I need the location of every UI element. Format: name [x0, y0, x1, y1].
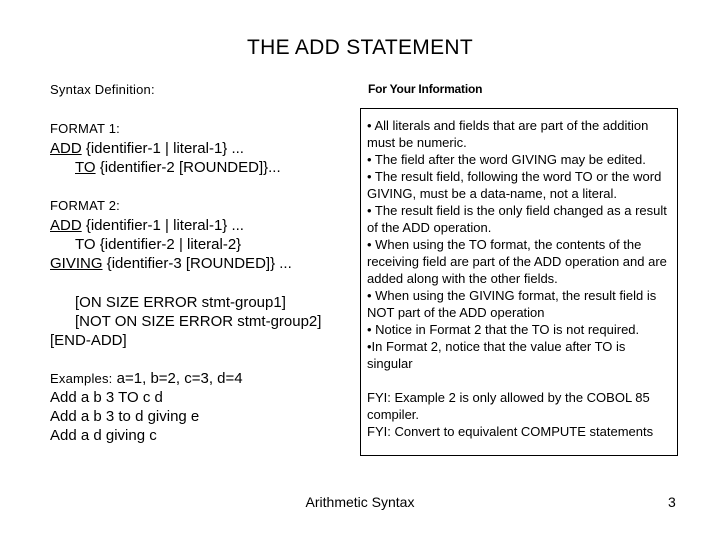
format2-line2: TO {identifier-2 | literal-2} [75, 236, 242, 253]
format1-line2 [50, 158, 281, 177]
example-line: Add a b 3 to d giving e [50, 408, 200, 425]
end-add-line: [END-ADD] [50, 332, 127, 349]
info-bullet: •In Format 2, notice that the value after TO is singular [367, 339, 626, 371]
keyword-add: ADD [50, 140, 82, 157]
format2-line3-rest: {identifier-3 [ROUNDED]} ... [102, 255, 292, 272]
info-header: For Your Information [368, 82, 483, 96]
format2-line3 [50, 254, 292, 273]
syntax-definition-label: Syntax Definition: [50, 82, 155, 97]
info-bullet: • All literals and fields that are part of the addition must be numeric. [367, 118, 649, 150]
page-number: 3 [668, 494, 676, 510]
format2-syntax [50, 216, 292, 273]
format2-line1-rest: {identifier-1 | literal-1} ... [81, 217, 244, 234]
fyi-note: FYI: Example 2 is only allowed by the COBOL 85 compiler. [367, 390, 650, 422]
info-bullet: • Notice in Format 2 that the TO is not required. [367, 322, 640, 337]
format1-label: FORMAT 1: [50, 121, 120, 136]
format2-label: FORMAT 2: [50, 198, 120, 213]
footer-label: Arithmetic Syntax [305, 494, 415, 510]
format1-line2-rest: {identifier-2 [ROUNDED]}... [95, 159, 281, 176]
example-line: Add a b 3 TO c d [50, 389, 163, 406]
info-bullet: • The result field is the only field changed as a result of the ADD operation. [367, 203, 667, 235]
keyword-to: TO [75, 159, 96, 176]
fyi-note: FYI: Convert to equivalent COMPUTE statements [367, 424, 654, 439]
format1-line1 [50, 139, 281, 158]
examples-values: a=1, b=2, c=3, d=4 [112, 370, 243, 387]
examples-header [50, 369, 243, 388]
examples-label: Examples: [50, 371, 113, 386]
format1-syntax [50, 139, 281, 177]
on-size-error-line: [ON SIZE ERROR stmt-group1] [75, 294, 286, 311]
not-on-size-error-line: [NOT ON SIZE ERROR stmt-group2] [75, 313, 322, 330]
keyword-giving: GIVING [50, 255, 103, 272]
format1-line1-rest: {identifier-1 | literal-1} ... [81, 140, 244, 157]
size-error-clauses [50, 293, 321, 350]
keyword-add: ADD [50, 217, 82, 234]
examples-section [50, 369, 243, 445]
info-box [360, 108, 678, 456]
info-bullet: • The result field, following the word TO or the word GIVING, must be a data-name, not a literal. [367, 169, 662, 201]
format2-line1 [50, 216, 292, 235]
info-bullet: • The field after the word GIVING may be edited. [367, 152, 646, 167]
example-line: Add a d giving c [50, 427, 157, 444]
info-bullet: • When using the TO format, the contents of the receiving field are part of the ADD operation and are added along with the other fields. [367, 237, 667, 286]
page-title: THE ADD STATEMENT [247, 36, 473, 59]
info-bullet: • When using the GIVING format, the result field is NOT part of the ADD operation [367, 288, 657, 320]
